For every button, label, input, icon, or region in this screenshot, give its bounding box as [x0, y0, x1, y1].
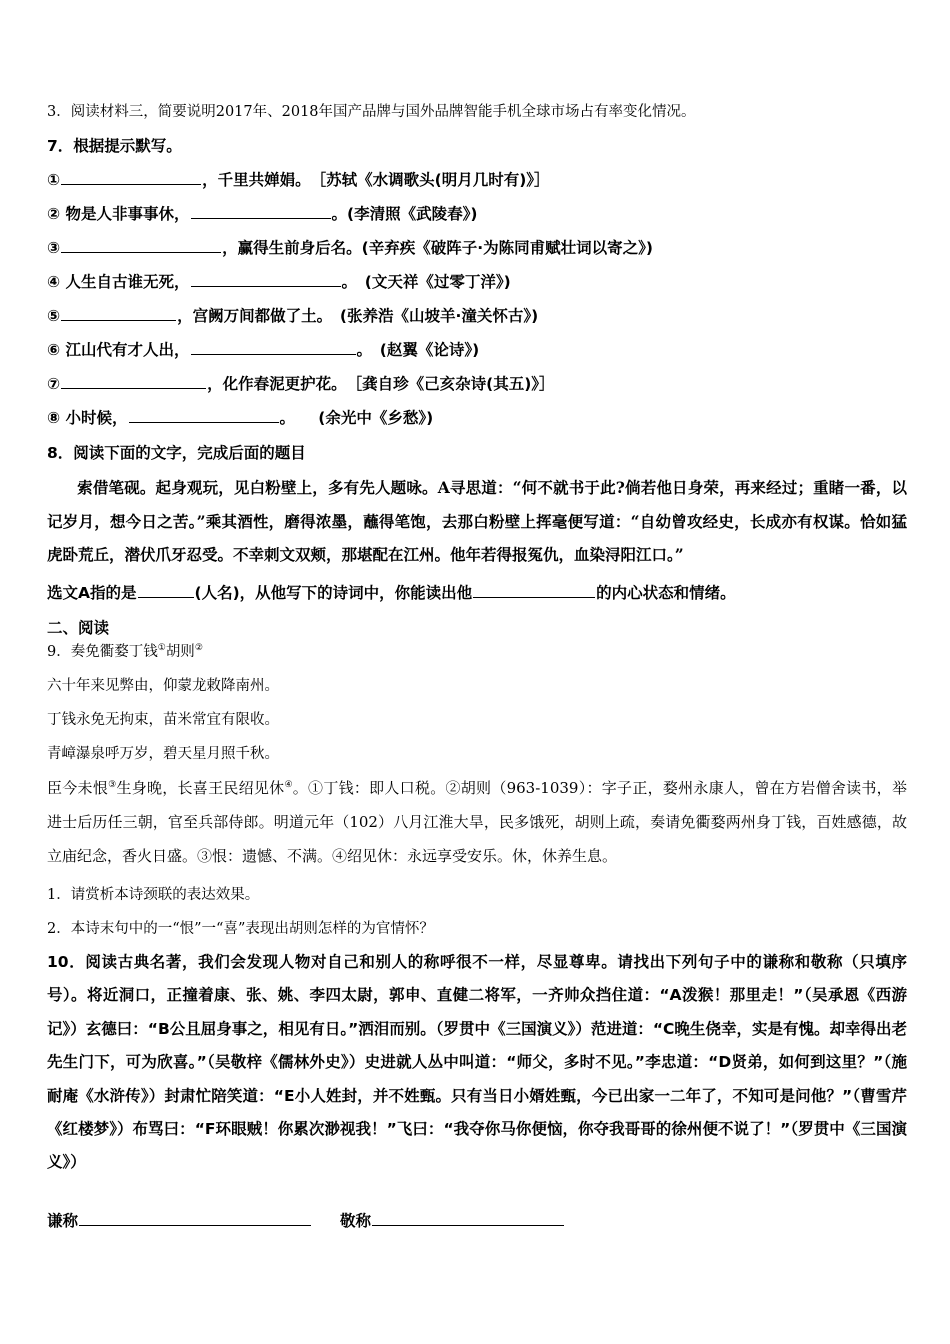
q8-passage-text: 索借笔砚。起身观玩，见白粉壁上，多有先人题咏。A寻思道：“何不就书于此?倘若他日身荣，再来经过；重睹一番，以记岁月，想今日之苦。”乘其酒性，磨得浓墨，蘸得笔饱，去那白粉壁上挥毫便写道：“自幼曾攻经史，长成亦有权谋。恰如猛虎卧荒丘，潜伏爪牙忍受。不幸刺文双颊，那堪配在江州。他年若得报冤仇，血染浔阳江口。” — [47, 478, 907, 565]
q7-item-5-post: ，宫阙万间都做了土。 (张养浩《山坡羊·潼关怀古》) — [177, 307, 539, 325]
q8-passage — [47, 471, 907, 572]
q9-notes-text: 。①丁钱：即人口税。②胡则（963-1039）：字子正，婺州永康人，曾在方岩僧舍读书，举进士后历任三朝，官至兵部侍郎。明道元年（102）八月江淮大旱，民多饿死，胡则上疏，奏请免衢婺两州身丁钱，百姓感德，故立庙纪念，香火日盛。③恨：遗憾、不满。④绍见休：永远享受安乐。休，休养生息。 — [47, 779, 907, 865]
q7-item-3 — [47, 237, 653, 259]
q7-item-4-post: 。 (文天祥《过零丁洋》) — [341, 273, 511, 291]
q8-question-b: (人名)，从他写下的诗词中，你能读出他 — [194, 584, 473, 602]
q7-item-4 — [47, 271, 511, 293]
q9-notes — [47, 771, 907, 873]
q7-item-5-pre: ⑤ — [47, 307, 61, 325]
q10-humble-blank[interactable] — [79, 1210, 311, 1226]
q9-sup-4: ④ — [284, 780, 293, 790]
q7-item-3-pre: ③ — [47, 239, 61, 257]
q8-question-a: 选文A指的是 — [47, 584, 137, 602]
q7-item-6-blank[interactable] — [191, 339, 356, 355]
q7-item-7-post: ，化作春泥更护花。 ［龚自珍《己亥杂诗(其五)》］ — [207, 375, 555, 393]
q7-item-1 — [47, 169, 550, 191]
q7-item-3-post: ，赢得生前身后名。(辛弃疾《破阵子·为陈同甫赋壮词以寄之》) — [222, 239, 653, 257]
q7-item-8-pre: ⑧ 小时候， — [47, 409, 128, 427]
q7-item-5 — [47, 305, 538, 327]
q9-sup-1: ① — [157, 643, 166, 654]
q7-item-2 — [47, 203, 477, 225]
q7-item-1-pre: ① — [47, 171, 61, 189]
q3-text: 3．阅读材料三，简要说明2017年、2018年国产品牌与国外品牌智能手机全球市场占有率变化情况。 — [47, 104, 696, 120]
q10-text: 10．阅读古典名著，我们会发现人物对自己和别人的称呼很不一样，尽显尊卑。请找出下列句子中的谦称和敬称（只填序号）。将近洞口，正撞着康、张、姚、李四太尉，郭申、直健二将军，一齐帅众挡住道：“A泼猴！那里走！”（吴承恩《西游记》）玄德曰：“B公且屈身事之，相见有日。”洒泪而别。（罗贯中《三国演义》）范进道：“C晚生侥幸，实是有愧。却幸得出老先生门下，可为欣喜。”（吴敬梓《儒林外史》）史进就人丛中叫道：“师父，多时不见。”李忠道：“D贤弟，如何到这里？”（施耐庵《水浒传》）封肃忙陪笑道：“E小人姓封，并不姓甄。只有当日小婿姓甄，今已出家一二年了，不知可是问他？”（曹雪芹《红楼梦》）布骂曰：“F环眼贼！你累次渺视我！”飞曰：“我夺你马你便恼，你夺我哥哥的徐州便不说了！”（罗贯中《三国演义》） — [47, 953, 907, 1172]
q7-item-8 — [47, 407, 433, 429]
q9-poem-line-3: 青嶂瀑泉呼万岁，碧天星月照千秋。 — [47, 746, 279, 762]
q8-question — [47, 582, 736, 604]
q7-item-2-blank[interactable] — [191, 203, 331, 219]
q7-item-6-post: 。 (赵翼《论诗》) — [356, 341, 480, 359]
q7-item-1-blank[interactable] — [61, 169, 201, 185]
q7-item-2-post: 。(李清照《武陵春》) — [331, 205, 478, 223]
q9-poem-line-1: 六十年来见弊由，仰蒙龙敕降南州。 — [47, 678, 279, 694]
q7-item-7-pre: ⑦ — [47, 375, 61, 393]
q8-question-c: 的内心状态和情绪。 — [596, 584, 736, 602]
q7-item-3-blank[interactable] — [61, 237, 221, 253]
q7-item-4-blank[interactable] — [191, 271, 341, 287]
q9-poem-line-2: 丁钱永免无拘束，苗米常宜有限收。 — [47, 712, 279, 728]
q9-title — [47, 641, 203, 663]
q7-item-6-pre: ⑥ 江山代有才人出， — [47, 341, 190, 359]
q9-sub-2: 2．本诗末句中的一“恨”一“喜”表现出胡则怎样的为官情怀？ — [47, 921, 434, 937]
q7-item-5-blank[interactable] — [61, 305, 176, 321]
q8-name-blank[interactable] — [138, 582, 194, 598]
q10-answer — [47, 1210, 565, 1232]
q7-item-8-post: 。 (余光中《乡愁》) — [279, 409, 434, 427]
q8-title: 8．阅读下面的文字，完成后面的题目 — [47, 444, 306, 462]
q10-respect-label: 敬称 — [340, 1212, 372, 1230]
q9-sup-2: ② — [194, 643, 203, 654]
section-2-heading: 二、阅读 — [47, 619, 110, 637]
q10-respect-blank[interactable] — [372, 1210, 564, 1226]
q8-emotion-blank[interactable] — [473, 582, 595, 598]
q9-last-a: 臣今未恨 — [47, 779, 109, 797]
q7-item-7-blank[interactable] — [61, 373, 206, 389]
q10-humble-label: 谦称 — [47, 1212, 79, 1230]
q9-sup-3: ③ — [108, 780, 117, 790]
q9-sub-1: 1．请赏析本诗颈联的表达效果。 — [47, 887, 260, 903]
q7-item-6 — [47, 339, 479, 361]
q7-title: 7．根据提示默写。 — [47, 137, 182, 155]
q9-last-b: 生身晚，长喜王民绍见休 — [116, 779, 285, 797]
q7-item-1-post: ，千里共婵娟。 ［苏轼《水调歌头(明月几时有)》］ — [202, 171, 550, 189]
q7-item-4-pre: ④ 人生自古谁无死， — [47, 273, 190, 291]
q7-item-8-blank[interactable] — [129, 407, 279, 423]
q9-title-a: 9．奏免衢婺丁钱 — [47, 644, 158, 660]
q7-item-7 — [47, 373, 555, 395]
q7-item-2-pre: ② 物是人非事事休， — [47, 205, 190, 223]
q9-title-b: 胡则 — [165, 644, 195, 660]
